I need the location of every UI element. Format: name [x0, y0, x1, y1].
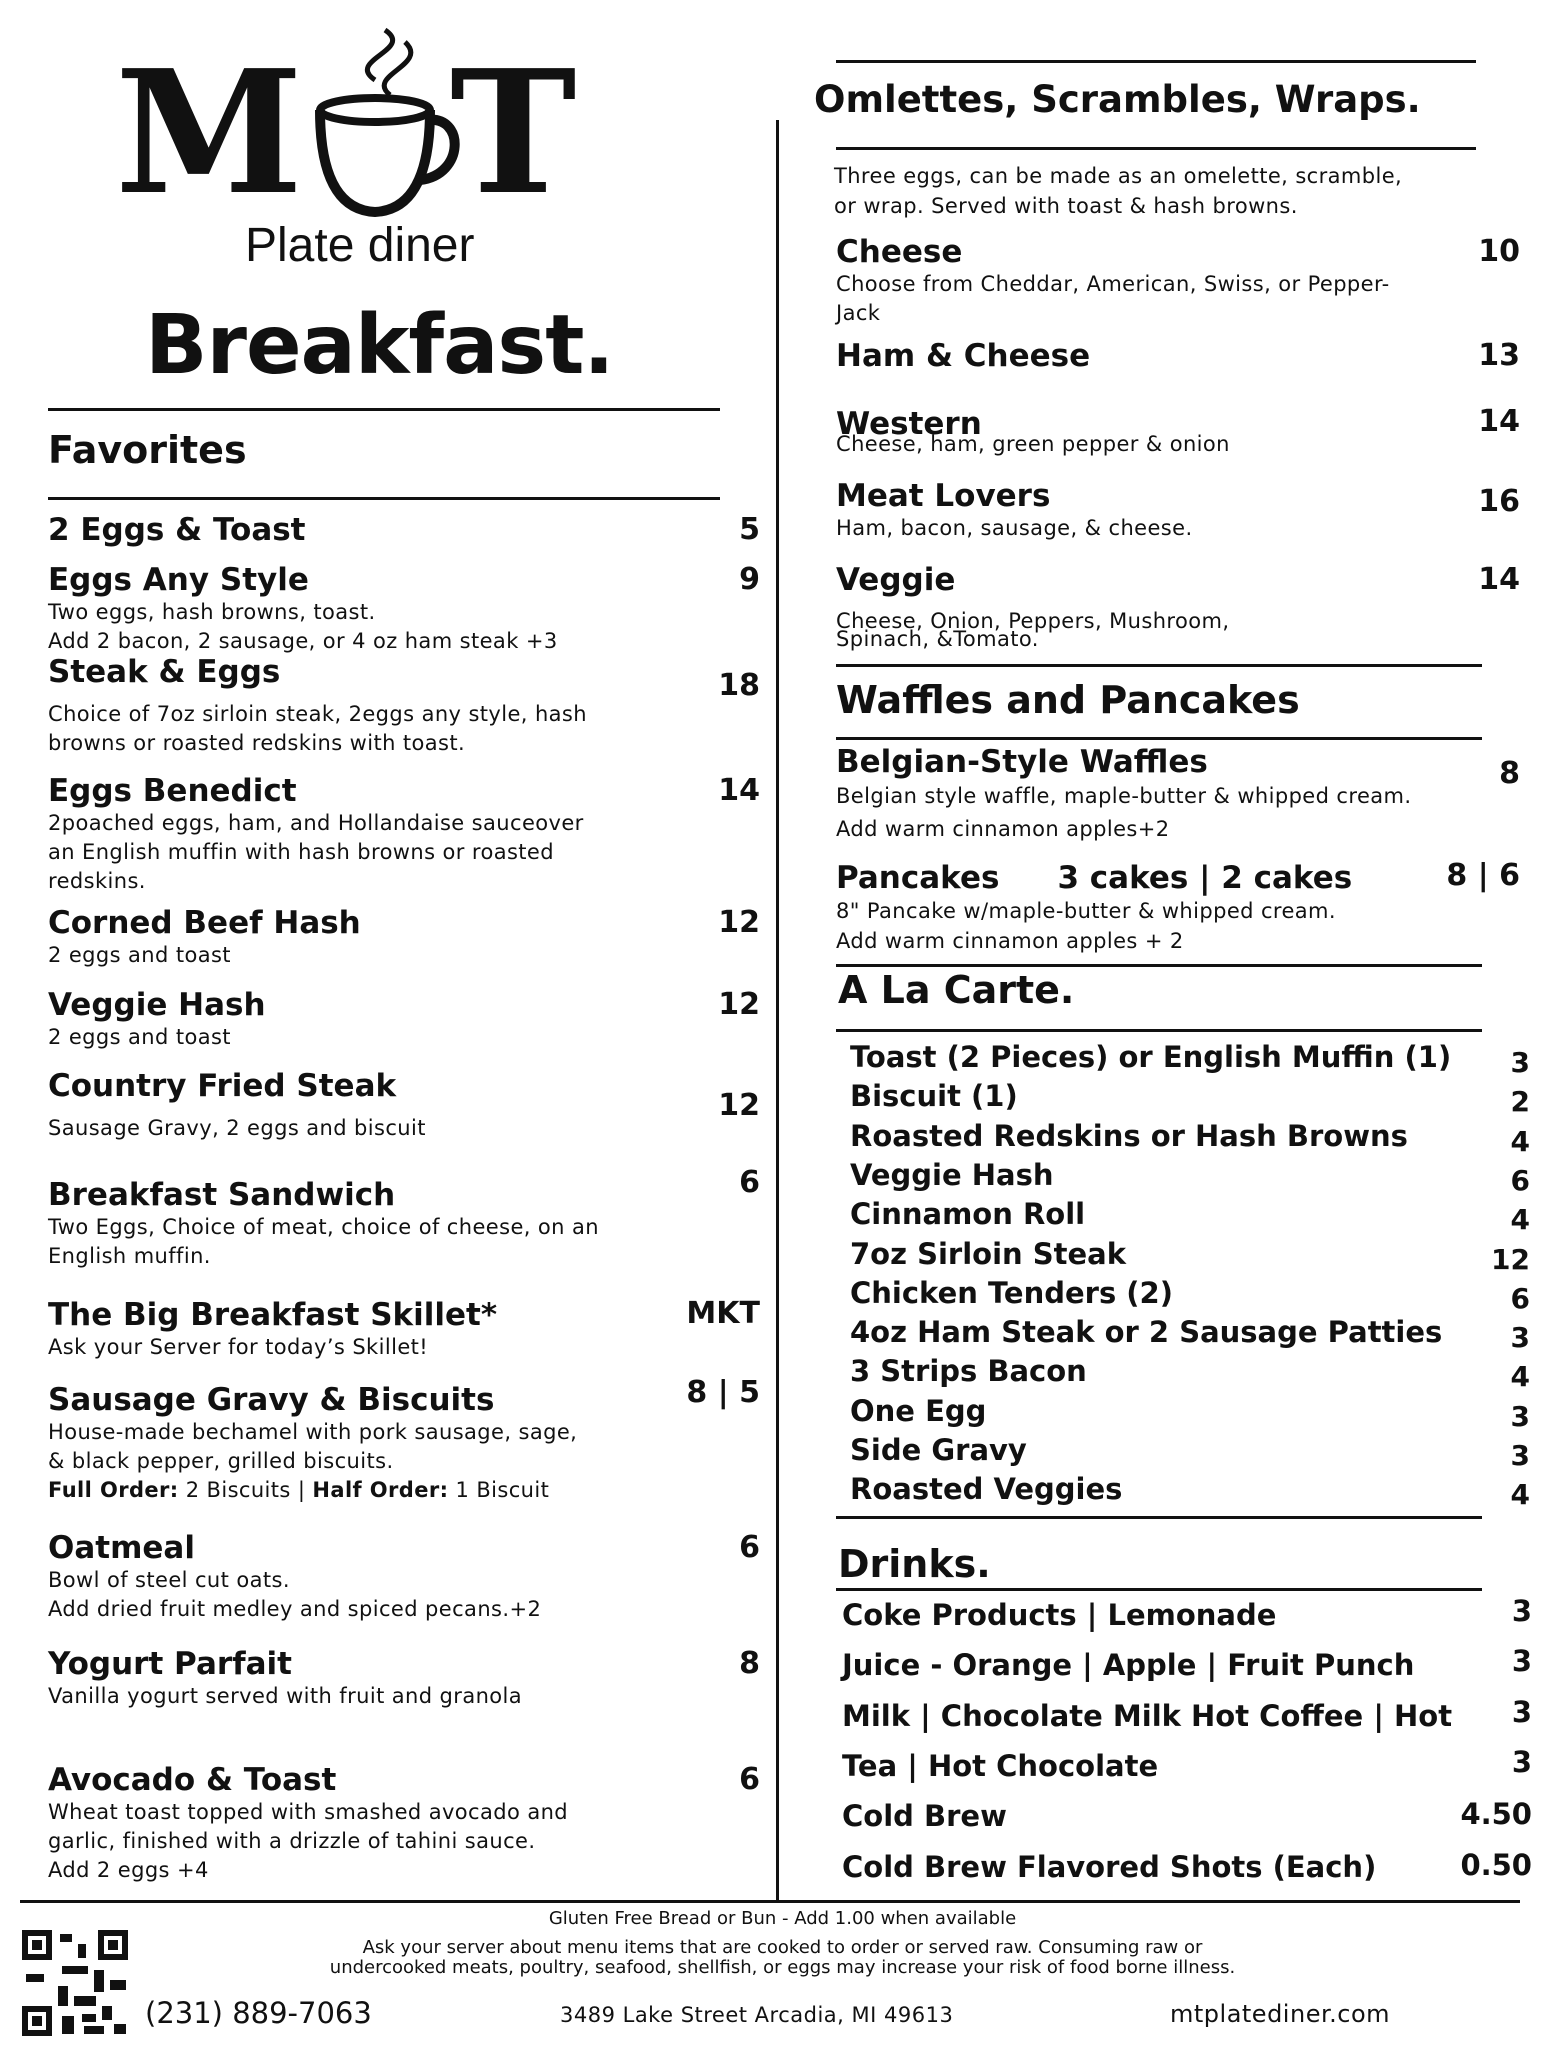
- alacarte-item: [850, 1079, 1530, 1118]
- drink-item: [842, 1799, 1532, 1847]
- divider: [836, 1029, 1482, 1032]
- item-price: 3: [1511, 1594, 1532, 1628]
- item-price: 2: [1510, 1085, 1530, 1119]
- alacarte-item: [850, 1394, 1530, 1433]
- address: 3489 Lake Street Arcadia, MI 49613: [560, 2003, 954, 2027]
- item-description: Add 2 eggs +4: [48, 1858, 209, 1882]
- item-name: Yogurt Parfait: [48, 1646, 293, 1682]
- item-price: 9: [739, 562, 760, 597]
- section-title-alacarte: A La Carte.: [838, 968, 1075, 1012]
- menu-item: [48, 1646, 688, 1711]
- item-price: 3: [1511, 1744, 1532, 1779]
- divider: [836, 737, 1482, 740]
- item-price: 8 | 5: [686, 1375, 760, 1410]
- item-price: 12: [718, 905, 760, 940]
- item-name: 4oz Ham Steak or 2 Sausage Patties: [850, 1315, 1443, 1350]
- menu-item: [836, 562, 1456, 651]
- item-description: Vanilla yogurt served with fruit and granola: [48, 1684, 523, 1708]
- gluten-note: Gluten Free Bread or Bun - Add 1.00 when available: [548, 1908, 1017, 1929]
- item-description: 2 eggs and toast: [48, 943, 231, 967]
- item-description: Add 2 bacon, 2 sausage, or 4 oz ham steak +3: [48, 629, 558, 653]
- item-price: 14: [718, 773, 760, 808]
- alacarte-item: [850, 1354, 1530, 1393]
- menu-item: [48, 512, 688, 548]
- alacarte-item: [850, 1315, 1530, 1354]
- divider: [836, 60, 1476, 63]
- item-description: Add dried fruit medley and spiced pecans.+2: [48, 1597, 542, 1621]
- item-description: redskins.: [48, 869, 146, 893]
- full-order-label: Full Order:: [48, 1478, 179, 1502]
- item-description: Wheat toast topped with smashed avocado and: [48, 1800, 569, 1824]
- item-price: 5: [739, 512, 760, 547]
- menu-item: [48, 1068, 688, 1143]
- item-name: The Big Breakfast Skillet*: [48, 1297, 498, 1333]
- item-name: 3 Strips Bacon: [850, 1354, 1087, 1389]
- item-price: 4: [1510, 1478, 1530, 1512]
- item-name: Cold Brew Flavored Shots (Each): [842, 1849, 1377, 1884]
- item-price: 8: [739, 1646, 760, 1681]
- drink-item: [842, 1644, 1532, 1696]
- item-price: 14: [1478, 562, 1520, 597]
- item-name: Country Fried Steak: [48, 1068, 397, 1104]
- portion-sizes: 3 cakes | 2 cakes: [1057, 860, 1353, 896]
- item-name: 7oz Sirloin Steak: [850, 1236, 1127, 1271]
- qr-code-icon[interactable]: [22, 1930, 128, 2036]
- omelettes-intro: [834, 161, 1402, 221]
- item-name: Corned Beef Hash: [48, 905, 361, 941]
- item-price: 3: [1511, 1694, 1532, 1729]
- menu-item: [48, 1177, 688, 1271]
- drink-item: [842, 1594, 1532, 1646]
- item-price: 3: [1510, 1046, 1530, 1079]
- intro-line: Three eggs, can be made as an omelette, scramble,: [834, 164, 1403, 188]
- item-name: Veggie: [836, 562, 956, 598]
- item-name: [836, 744, 1476, 780]
- menu-item: [48, 562, 688, 656]
- item-name: Eggs Benedict: [48, 773, 297, 809]
- section-title-favorites: Favorites: [48, 428, 247, 472]
- item-price: 12: [1491, 1242, 1530, 1276]
- item-name: Ham & Cheese: [836, 338, 1091, 374]
- item-name-text: Pancakes: [836, 860, 1000, 896]
- item-description: 2 eggs and toast: [48, 1025, 231, 1049]
- menu-item: [48, 987, 688, 1052]
- alacarte-item: [850, 1197, 1530, 1236]
- item-description: Choose from Cheddar, American, Swiss, or Pepper-: [836, 272, 1390, 296]
- menu-item: [48, 1297, 688, 1362]
- divider: [836, 1588, 1482, 1591]
- item-price: 4.50: [1460, 1797, 1532, 1832]
- item-description: Belgian style waffle, maple-butter & whipped cream.: [836, 784, 1412, 808]
- divider: [48, 408, 720, 411]
- alacarte-item: [850, 1472, 1530, 1511]
- item-description: Add warm cinnamon apples+2: [836, 817, 1170, 841]
- item-price: 10: [1478, 234, 1520, 269]
- item-price: 6: [1510, 1281, 1530, 1315]
- alacarte-item: [850, 1158, 1530, 1197]
- full-order-value: 2 Biscuits |: [185, 1478, 306, 1502]
- warning-line: undercooked meats, poultry, seafood, shellfish, or eggs may increase your risk of food borne illness.: [329, 1957, 1236, 1978]
- footer-divider: [20, 1900, 1520, 1903]
- item-price: 6: [739, 1530, 760, 1565]
- item-name: Cheese: [836, 234, 963, 270]
- divider: [836, 664, 1482, 667]
- item-name: Breakfast Sandwich: [48, 1177, 396, 1213]
- logo-letter-t: T: [450, 33, 577, 233]
- item-name: Meat Lovers: [836, 478, 1051, 514]
- item-price: 18: [718, 668, 760, 703]
- item-description: browns or roasted redskins with toast.: [48, 731, 466, 755]
- item-description: Jack: [836, 301, 881, 325]
- item-name: Sausage Gravy & Biscuits: [48, 1382, 495, 1418]
- alacarte-item: [850, 1119, 1530, 1158]
- item-price: 6: [1510, 1163, 1530, 1197]
- item-description: Two Eggs, Choice of meat, choice of cheese, on an: [48, 1215, 599, 1239]
- menu-item: [48, 773, 688, 896]
- menu-item: [48, 905, 688, 970]
- menu-item: [836, 338, 1456, 374]
- alacarte-item: [850, 1237, 1530, 1276]
- item-description: Cheese, ham, green pepper & onion: [836, 432, 1230, 456]
- warning-line: Ask your server about menu items that are cooked to order or served raw. Consuming raw or: [362, 1937, 1203, 1958]
- item-name: Tea | Hot Chocolate: [842, 1748, 1159, 1783]
- menu-item: [48, 654, 688, 758]
- item-name: One Egg: [850, 1393, 987, 1428]
- item-description: Two eggs, hash browns, toast.: [48, 600, 376, 624]
- item-price: 12: [718, 987, 760, 1022]
- item-description: House-made bechamel with pork sausage, sage,: [48, 1420, 578, 1444]
- menu-item: [836, 744, 1476, 846]
- logo-subtitle: Plate diner: [245, 219, 475, 272]
- alacarte-item: [850, 1276, 1530, 1315]
- item-description: Add warm cinnamon apples + 2: [836, 929, 1184, 953]
- half-order-label: Half Order:: [312, 1478, 449, 1502]
- item-description: 8" Pancake w/maple-butter & whipped cream.: [836, 899, 1336, 923]
- item-price: 3: [1510, 1439, 1530, 1472]
- section-title-waffles: Waffles and Pancakes: [836, 678, 1300, 722]
- menu-item: [836, 478, 1456, 543]
- logo-letter-m: M: [115, 33, 304, 233]
- drink-item: [842, 1744, 1532, 1797]
- alacarte-item: [850, 1040, 1530, 1079]
- menu-item: [836, 234, 1456, 328]
- item-price: 0.50: [1460, 1847, 1532, 1882]
- item-description: Spinach, &Tomato.: [836, 627, 1039, 651]
- item-name: Chicken Tenders (2): [850, 1275, 1173, 1310]
- website-link[interactable]: mtplatediner.com: [1170, 2000, 1391, 2028]
- item-price: 6: [739, 1762, 760, 1797]
- divider: [836, 964, 1482, 967]
- item-name: Steak & Eggs: [48, 654, 281, 690]
- item-price: 3: [1510, 1399, 1530, 1433]
- item-price: 14: [1478, 404, 1520, 439]
- item-description: Ask your Server for today’s Skillet!: [48, 1335, 429, 1359]
- item-description: English muffin.: [48, 1244, 211, 1268]
- drink-item: [842, 1847, 1532, 1898]
- item-price: 6: [739, 1165, 760, 1200]
- item-description: Cheese, Onion, Peppers, Mushroom,: [836, 609, 1230, 633]
- item-name-text: Belgian-Style Waffles: [836, 744, 1208, 780]
- item-price: 8: [1499, 756, 1520, 791]
- item-description: Sausage Gravy, 2 eggs and biscuit: [48, 1116, 426, 1140]
- item-price: 16: [1478, 484, 1520, 519]
- item-name: Juice - Orange | Apple | Fruit Punch: [842, 1648, 1415, 1683]
- item-price: 4: [1510, 1360, 1530, 1394]
- item-description: & black pepper, grilled biscuits.: [48, 1449, 394, 1473]
- menu-item: [836, 406, 1456, 459]
- menu-item: [48, 1530, 688, 1624]
- order-note: [48, 1476, 688, 1505]
- item-name: Avocado & Toast: [48, 1762, 337, 1798]
- half-order-value: 1 Biscuit: [455, 1478, 550, 1502]
- menu-item: [48, 1762, 688, 1885]
- item-name: Veggie Hash: [850, 1157, 1054, 1192]
- item-price: 4: [1510, 1203, 1530, 1237]
- item-name: Roasted Veggies: [850, 1472, 1123, 1507]
- item-name: Side Gravy: [850, 1433, 1027, 1467]
- section-title-drinks: Drinks.: [838, 1542, 991, 1586]
- item-name: Coke Products | Lemonade: [842, 1598, 1277, 1632]
- item-price: 3: [1510, 1321, 1530, 1355]
- item-description: 2poached eggs, ham, and Hollandaise sauceover: [48, 811, 584, 835]
- item-name: Veggie Hash: [48, 987, 266, 1023]
- item-price: 13: [1478, 338, 1520, 373]
- item-price: 4: [1510, 1124, 1530, 1158]
- menu-item: [48, 1382, 688, 1505]
- item-name: Biscuit (1): [850, 1079, 1018, 1114]
- divider: [836, 147, 1476, 150]
- item-name: Eggs Any Style: [48, 562, 309, 598]
- item-name: Toast (2 Pieces) or English Muffin (1): [850, 1040, 1452, 1074]
- menu-item: [836, 860, 1476, 956]
- item-name: Roasted Redskins or Hash Browns: [850, 1118, 1408, 1153]
- divider: [48, 497, 720, 500]
- item-price: 12: [718, 1088, 760, 1123]
- item-price: 8 | 6: [1446, 858, 1520, 893]
- alacarte-item: [850, 1433, 1530, 1472]
- item-description: garlic, finished with a drizzle of tahini sauce.: [48, 1829, 536, 1853]
- item-name: Oatmeal: [48, 1530, 195, 1566]
- intro-line: or wrap. Served with toast & hash browns.: [834, 194, 1298, 218]
- raw-food-warning: [0, 1938, 1565, 1978]
- item-name: Milk | Chocolate Milk Hot Coffee | Hot: [842, 1698, 1453, 1733]
- item-name: Cinnamon Roll: [850, 1197, 1086, 1232]
- page-title: Breakfast.: [145, 298, 614, 393]
- drink-item: [842, 1694, 1532, 1747]
- item-name: [836, 860, 1476, 896]
- section-title-omelettes: Omlettes, Scrambles, Wraps.: [814, 78, 1421, 121]
- item-price: MKT: [686, 1296, 760, 1331]
- phone-number[interactable]: (231) 889-7063: [145, 1996, 372, 2030]
- item-description: an English muffin with hash browns or roasted: [48, 840, 554, 864]
- item-name: Cold Brew: [842, 1799, 1007, 1834]
- divider: [836, 1516, 1482, 1519]
- item-price: 3: [1511, 1644, 1532, 1679]
- item-description: Bowl of steel cut oats.: [48, 1568, 290, 1592]
- item-name: 2 Eggs & Toast: [48, 512, 306, 548]
- column-divider: [776, 120, 779, 1902]
- item-description: Ham, bacon, sausage, & cheese.: [836, 516, 1193, 540]
- item-name: Western: [836, 406, 982, 442]
- item-description: Choice of 7oz sirloin steak, 2eggs any style, hash: [48, 702, 587, 726]
